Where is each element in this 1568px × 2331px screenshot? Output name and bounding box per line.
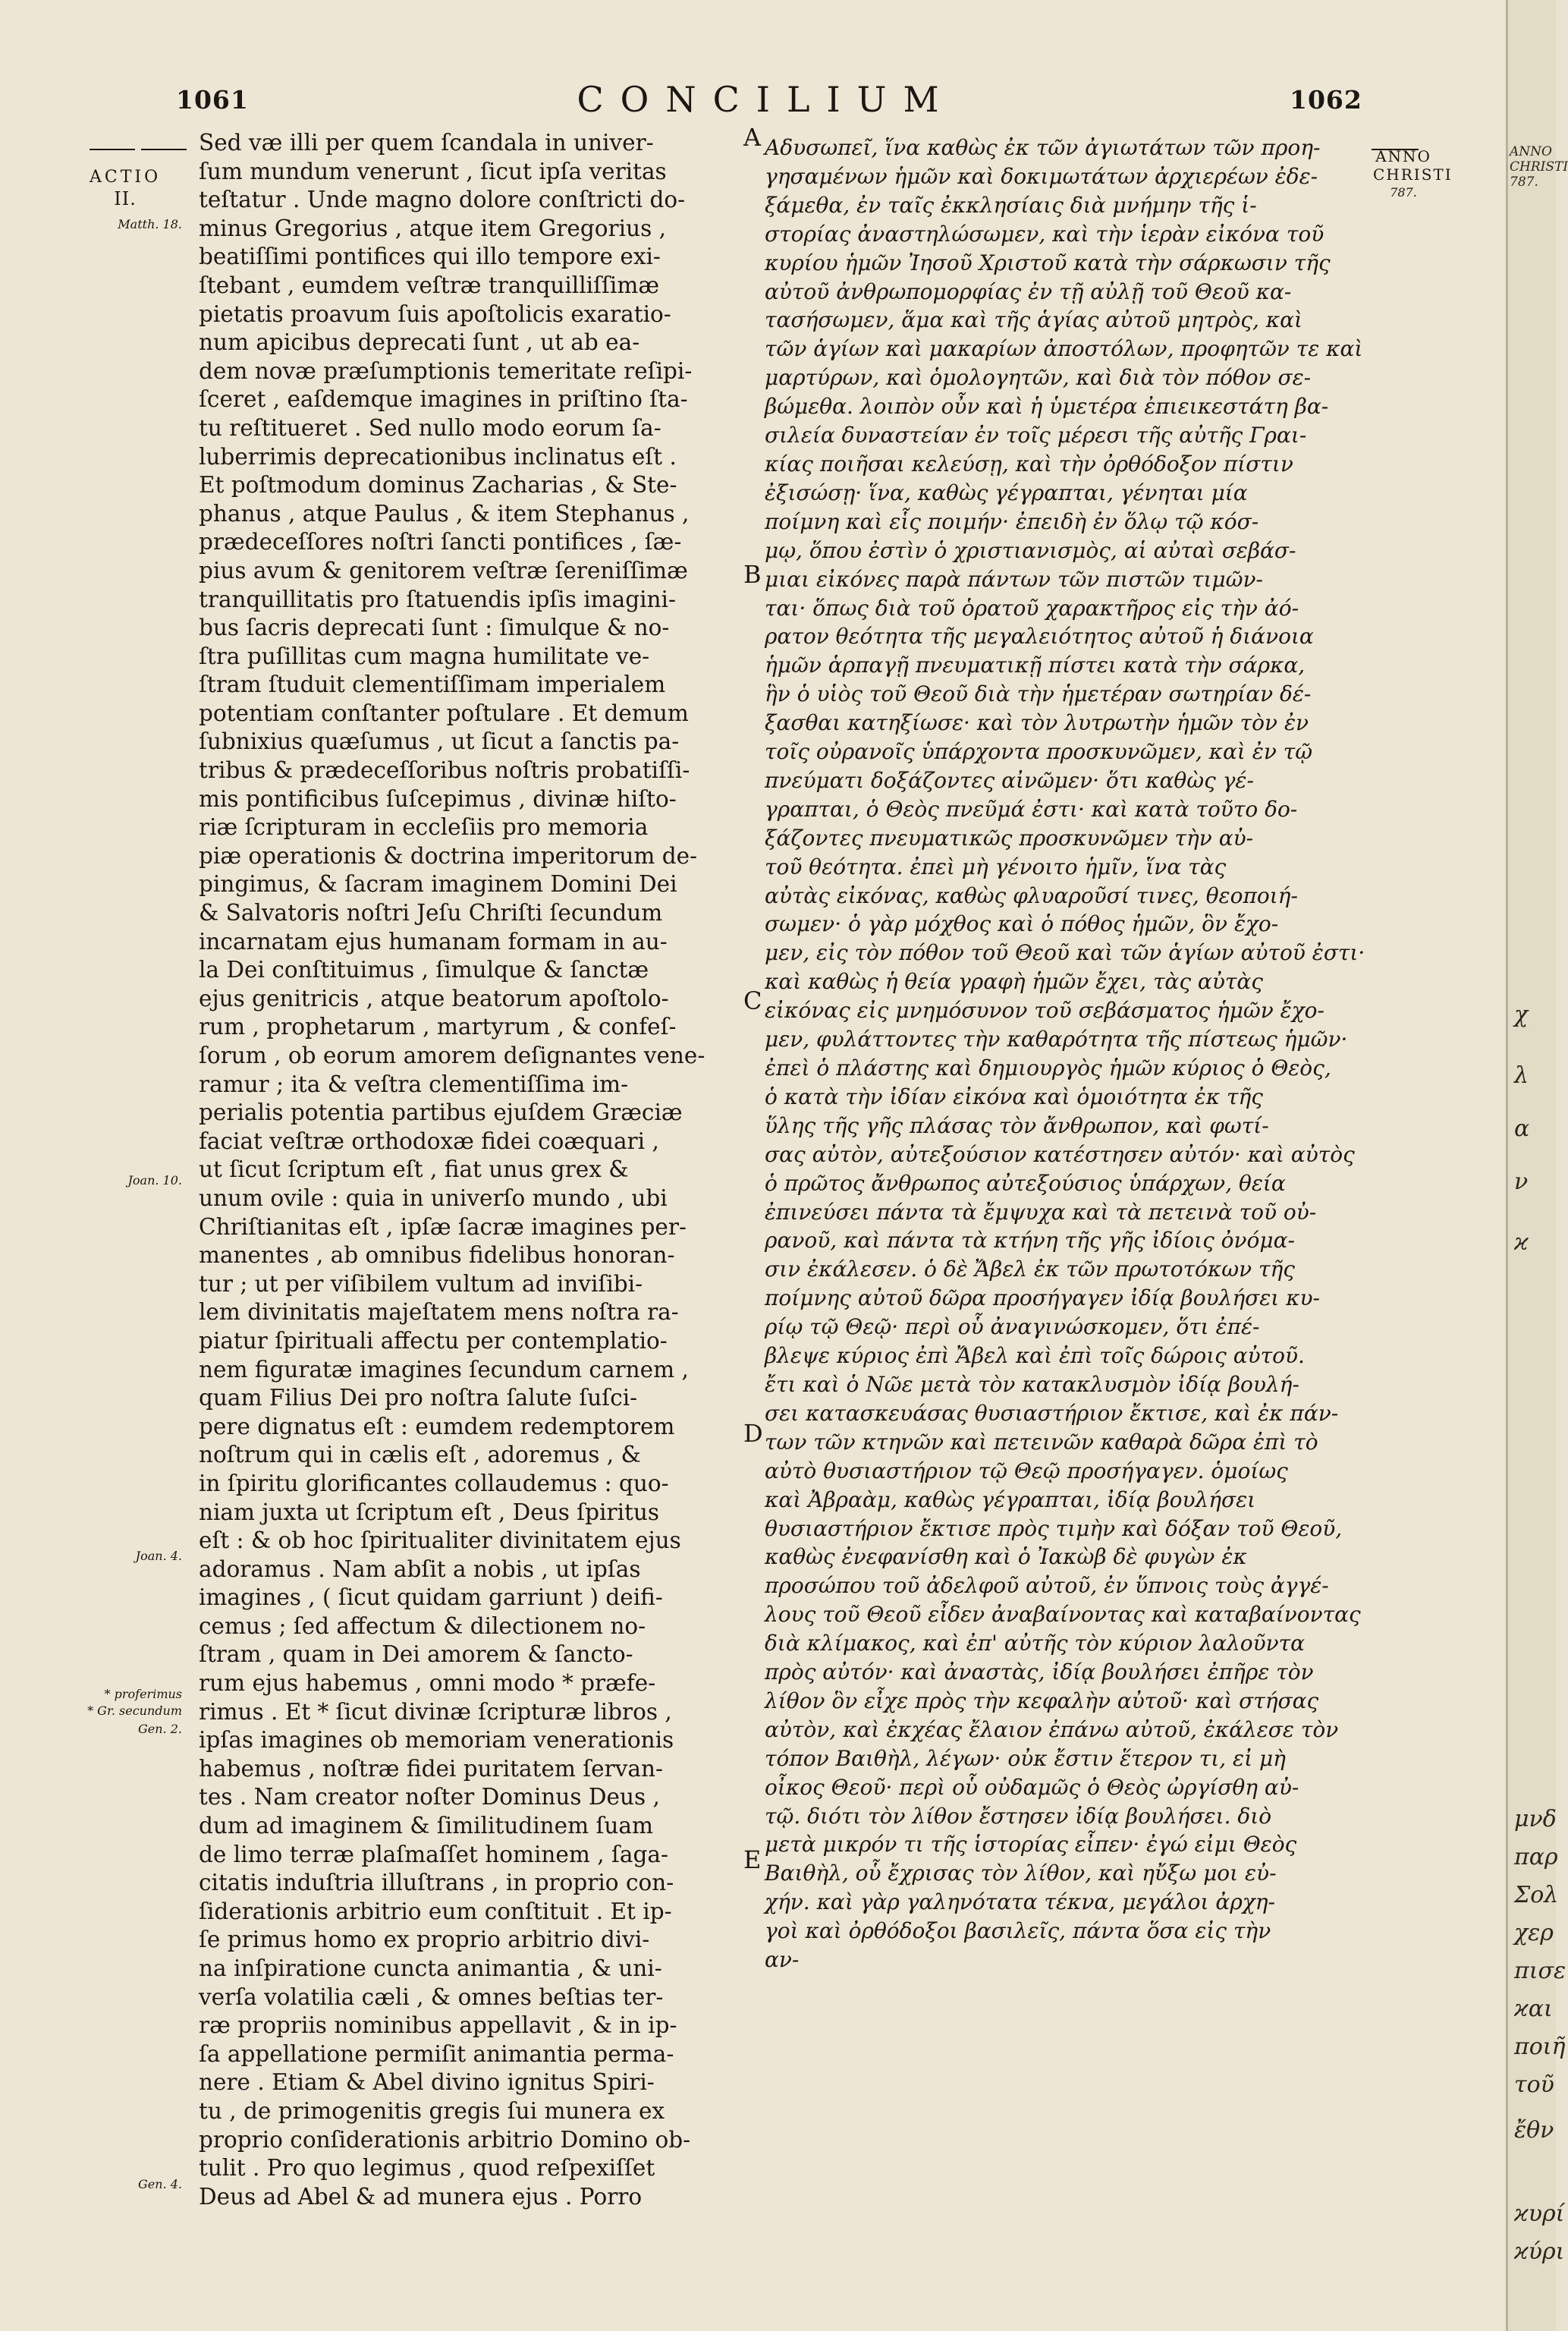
greek-text-line: των τῶν κτηνῶν καὶ πετεινῶν καθαρὰ δῶρα ἐπὶ τὸ <box>765 1429 1318 1455</box>
latin-text-line: manentes , ab omnibus fidelibus honoran- <box>199 1242 675 1269</box>
latin-text-line: ſa appellatione permiſit animantia perma- <box>199 2040 674 2067</box>
latin-text-line: ſum mundum venerunt , ſicut ipſa veritas <box>199 158 667 184</box>
greek-column <box>765 134 1365 1974</box>
greek-text-line: στορίας ἀναστηλώσωμεν, καὶ τὴν ἱερὰν εἰκόνα τοῦ <box>765 221 1324 247</box>
greek-text-line: ἐξισώσῃ· ἵνα, καθὼς γέγραπται, γένηται μία <box>765 480 1248 505</box>
greek-text-line: μεν, εἰς τὸν πόθον τοῦ Θεοῦ καὶ τῶν ἁγίων αὐτοῦ ἐστι· <box>765 940 1365 966</box>
adjacent-page-fragment: ϰυρί <box>1514 2200 1565 2227</box>
latin-text-line: tribus & prædeceſſoribus noſtris probatiſſi- <box>199 757 690 784</box>
adjacent-anno: ANNO CHRISTI 787. <box>1510 144 1568 190</box>
greek-text-line: τόπον Βαιθὴλ, λέγων· οὐκ ἔστιν ἕτερον τι, εἰ μὴ <box>765 1745 1286 1771</box>
greek-text-line: προσώπου τοῦ ἀδελφοῦ αὐτοῦ, ἐν ὕπνοις τοὺς ἀγγέ- <box>765 1573 1329 1599</box>
greek-text-line: σιλεία δυναστείαν ἐν τοῖς μέρεσι τῆς αὐτῆς Γραι- <box>765 423 1307 448</box>
latin-text-line: citatis induſtria illuſtrans , in proprio con- <box>199 1870 674 1896</box>
latin-text-line: ſtebant , eumdem veſtræ tranquilliſſimæ <box>199 272 660 298</box>
greek-text-line: γοὶ καὶ ὀρθόδοξοι βασιλεῖς, πάντα ὅσα εἰς τὴν <box>765 1918 1271 1944</box>
greek-text-line: σας αὐτὸν, αὐτεξούσιον κατέστησεν αὐτόν· καὶ αὐτὸς <box>765 1141 1355 1167</box>
latin-text-line: eſt : & ob hoc ſpiritualiter divinitatem ejus <box>199 1527 681 1554</box>
page-number-left: 1061 <box>176 85 249 115</box>
latin-text-line: & Salvatoris noſtri Jeſu Chriſti ſecundum <box>199 900 663 926</box>
greek-text-line: Αδυσωπεῖ, ἵνα καθὼς ἐκ τῶν ἀγιωτάτων τῶν προη- <box>765 135 1321 160</box>
header-rule <box>141 149 187 150</box>
greek-text-line: καθὼς ἐνεφανίσθη καὶ ὁ Ἰακὼβ δὲ φυγὼν ἐκ <box>765 1544 1247 1570</box>
greek-text-line: γραπται, ὁ Θεὸς πνεῦμά ἐστι· καὶ κατὰ τοῦτο δο- <box>765 796 1298 822</box>
adjacent-page-fragment: ϰύρι <box>1514 2238 1565 2265</box>
greek-text-line: ἐπινεύσει πάντα τὰ ἔμψυχα καὶ τὰ πετεινὰ τοῦ οὐ- <box>765 1199 1317 1225</box>
greek-text-line: σει κατασκευάσας θυσιαστήριον ἔκτισε, καὶ ἐκ πάν- <box>765 1400 1339 1426</box>
latin-text-line: ſtram ſtuduit clementiſſimam imperialem <box>199 672 666 698</box>
greek-text-line: σιν ἐκάλεσεν. ὁ δὲ Ἄβελ ἐκ τῶν πρωτοτόκων τῆς <box>765 1257 1295 1282</box>
latin-text-line: ut ſicut ſcriptum eſt , fiat unus grex & <box>199 1156 629 1183</box>
margin-note: Gen. 4. <box>138 2177 182 2191</box>
greek-text-line: καὶ καθὼς ἡ θεία γραφὴ ἡμῶν ἔχει, τὰς αὐτὰς <box>765 969 1263 995</box>
greek-text-line: ρανοῦ, καὶ πάντα τὰ κτήνη τῆς γῆς ἰδίοις ὀνόμα- <box>765 1228 1295 1254</box>
greek-text-line: οἶκος Θεοῦ· περὶ οὗ οὐδαμῶς ὁ Θεὸς ὠργίσθη αὐ- <box>765 1774 1299 1800</box>
adjacent-page-fragment: ποιῆ <box>1514 2034 1566 2060</box>
greek-text-line: ὕλης τῆς γῆς πλάσας τὸν ἄνθρωπον, καὶ φωτί- <box>765 1112 1269 1138</box>
latin-text-line: dem novæ præſumptionis temeritate reſipi- <box>199 357 693 384</box>
latin-text-line: in ſpiritu glorificantes collaudemus : quo- <box>199 1470 669 1496</box>
adjacent-page-fragment: χερ <box>1514 1920 1554 1946</box>
latin-text-line: nere . Etiam & Abel divino ignitus Spiri- <box>199 2069 655 2096</box>
adjacent-page-fragment: παρ <box>1514 1844 1558 1870</box>
latin-text-line: ramur ; ita & veſtra clementiſſima im- <box>199 1071 629 1097</box>
anno-heading <box>1373 147 1453 202</box>
latin-text-line: prædeceſſores noſtri ſancti pontifices , ſæ- <box>199 529 682 555</box>
latin-text-line: mis pontificibus ſuſcepimus , divinæ hiſto- <box>199 785 677 812</box>
adjacent-page-fragment: τοῦ <box>1514 2071 1554 2098</box>
margin-note: * proferimus <box>104 1687 182 1701</box>
latin-text-line: tur ; ut per viſibilem vultum ad inviſibi- <box>199 1270 643 1297</box>
greek-text-line: ξάζοντες πνευματικῶς προσκυνῶμεν τὴν αὐ- <box>765 825 1254 851</box>
latin-text-line: Et poſtmodum dominus Zacharias , & Ste- <box>199 472 677 499</box>
greek-text-line: Βαιθὴλ, οὗ ἔχρισας τὸν λίθον, καὶ ηὔξω μοι εὐ- <box>765 1861 1277 1886</box>
greek-text-line: τῷ. διότι τὸν λίθον ἔστησεν ἰδίᾳ βουλήσει. διὸ <box>765 1803 1272 1829</box>
greek-text-line: ρίῳ τῷ Θεῷ· περὶ οὗ ἀναγινώσκομεν, ὅτι ἐπέ- <box>765 1314 1260 1340</box>
latin-text-line: imagines , ( ſicut quidam garriunt ) deifi- <box>199 1584 663 1611</box>
section-letter: B <box>743 560 762 589</box>
latin-text-line: tes . Nam creator noſter Dominus Deus , <box>199 1784 660 1810</box>
margin-note: Joan. 4. <box>135 1549 182 1563</box>
latin-text-line: dum ad imaginem & ſimilitudinem ſuam <box>199 1813 653 1839</box>
latin-text-line: niam juxta ut ſcriptum eſt , Deus ſpiritus <box>199 1499 660 1525</box>
greek-text-line: ποίμνη καὶ εἷς ποιμήν· ἐπειδὴ ἐν ὅλῳ τῷ κόσ- <box>765 508 1259 534</box>
greek-text-line: κυρίου ἡμῶν Ἰησοῦ Χριστοῦ κατὰ τὴν σάρκωσιν τῆς <box>765 250 1331 275</box>
latin-text-line: de limo terræ plaſmaſſet hominem , ſaga- <box>199 1841 668 1867</box>
latin-text-line: cemus ; ſed affectum & dilectionem no- <box>199 1612 646 1639</box>
greek-text-line: κίας ποιῆσαι κελεύσῃ, καὶ τὴν ὀρθόδοξον πίστιν <box>765 451 1293 477</box>
latin-text-line: ſubnixius quæſumus , ut ſicut a ſanctis pa- <box>199 728 680 755</box>
header-rule <box>90 149 135 150</box>
adjacent-page-fragment: α <box>1514 1115 1530 1142</box>
section-letter: A <box>743 123 762 152</box>
latin-text-line: quam Filius Dei pro noſtra ſalute ſuſci- <box>199 1385 638 1411</box>
greek-text-line: διὰ κλίμακος, καὶ ἐπ' αὐτῆς τὸν κύριον λαλοῦντα <box>765 1631 1306 1656</box>
latin-text-line: tu , de primogenitis gregis ſui munera ex <box>199 2097 665 2124</box>
latin-text-line: adoramus . Nam abſit a nobis , ut ipſas <box>199 1556 641 1582</box>
section-letter: D <box>743 1419 763 1448</box>
latin-text-line: piatur ſpirituali affectu per contemplatio- <box>199 1327 668 1354</box>
latin-text-line: noſtrum qui in cælis eſt , adoremus , & <box>199 1442 641 1468</box>
latin-text-line: tu reſtitueret . Sed nullo modo eorum ſa- <box>199 414 661 441</box>
latin-text-line: teſtatur . Unde magno dolore conſtricti do- <box>199 187 686 213</box>
adjacent-page-fragment: λ <box>1514 1062 1529 1089</box>
greek-text-line: ρατον θεότητα τῆς μεγαλειότητος αὐτοῦ ἡ διάνοια <box>765 624 1314 650</box>
greek-text-line: εἰκόνας εἰς μνημόσυνον τοῦ σεβάσματος ἡμῶν ἔχο- <box>765 998 1324 1024</box>
actio-heading <box>90 167 161 209</box>
latin-text-line: Deus ad Abel & ad munera ejus . Porro <box>199 2183 643 2210</box>
latin-text-line: piæ operationis & doctrina imperitorum de- <box>199 842 698 869</box>
page-title: CONCILIUM <box>577 79 956 120</box>
latin-text-line: perialis potentia partibus ejuſdem Græciæ <box>199 1099 683 1126</box>
latin-text-line: ſtra puſillitas cum magna humilitate ve- <box>199 643 650 669</box>
latin-text-line: ejus genitricis , atque beatorum apoſtolo- <box>199 985 669 1011</box>
greek-text-line: καὶ Ἀβραὰμ, καθὼς γέγραπται, ἰδίᾳ βουλήσει <box>765 1486 1256 1512</box>
greek-text-line: γησαμένων ἡμῶν καὶ δοκιμωτάτων ἀρχιερέων ἐδε- <box>765 163 1318 189</box>
latin-text-line: tulit . Pro quo legimus , quod reſpexiſſet <box>199 2155 655 2182</box>
greek-text-line: ἣν ὁ υἱὸς τοῦ Θεοῦ διὰ τὴν ἡμετέραν σωτηρίαν δέ- <box>765 681 1312 707</box>
latin-text-line: ſtram , quam in Dei amorem & ſancto- <box>199 1641 633 1668</box>
latin-text-line: num apicibus deprecati ſunt , ut ab ea- <box>199 329 640 356</box>
greek-text-line: ξασθαι κατηξίωσε· καὶ τὸν λυτρωτὴν ἡμῶν τὸν ἐν <box>765 710 1309 736</box>
latin-text-line: unum ovile : quia in univerſo mundo , ubi <box>199 1184 668 1211</box>
latin-text-line: verſa volatilia cæli , & omnes beſtias ter- <box>199 1983 664 2010</box>
greek-text-line: ὁ πρῶτος ἄνθρωπος αὐτεξούσιος ὑπάρχων, θεία <box>765 1170 1286 1196</box>
latin-text-line: potentiam conſtanter poſtulare . Et demum <box>199 700 689 726</box>
latin-text-line: ſe primus homo ex proprio arbitrio divi- <box>199 1927 650 1953</box>
latin-text-line: rum ejus habemus , omni modo * præfe- <box>199 1670 656 1697</box>
adjacent-page-fragment: ν <box>1514 1169 1529 1195</box>
greek-text-line: μῳ, ὅπου ἐστὶν ὁ χριστιανισμὸς, αἱ αὐταὶ σεβάσ- <box>765 537 1296 563</box>
latin-text-line: ſorum , ob eorum amorem deſignantes vene- <box>199 1043 705 1068</box>
latin-text-line: pietatis proavum ſuis apoſtolicis exaratio- <box>199 300 671 327</box>
greek-text-line: τῶν ἁγίων καὶ μακαρίων ἀποστόλων, προφητῶν τε καὶ <box>765 336 1363 362</box>
greek-text-line: τοῖς οὐρανοῖς ὑπάρχοντα προσκυνῶμεν, καὶ ἐν τῷ <box>765 739 1313 765</box>
section-letter: E <box>743 1845 762 1874</box>
adjacent-page-fragment: ϰαι <box>1514 1996 1553 2022</box>
latin-text-line: pingimus, & ſacram imaginem Domini Dei <box>199 871 677 898</box>
greek-text-line: ἔτι καὶ ὁ Νῶε μετὰ τὸν κατακλυσμὸν ἰδίᾳ βουλή- <box>765 1371 1299 1397</box>
greek-text-line: λίθον ὃν εἶχε πρὸς τὴν κεφαλὴν αὐτοῦ· καὶ στήσας <box>765 1688 1319 1713</box>
greek-text-line: μεν, φυλάττοντες τὴν καθαρότητα τῆς πίστεως ἡμῶν· <box>765 1027 1348 1052</box>
latin-text-line: ræ propriis nominibus appellavit , & in ip- <box>199 2012 677 2039</box>
greek-text-line: τασήσωμεν, ἅμα καὶ τῆς ἁγίας αὐτοῦ μητρὸς, καὶ <box>765 307 1303 333</box>
latin-text-line: lem divinitatis majeſtatem mens noſtra ra- <box>199 1299 679 1326</box>
greek-text-line: ξάμεθα, ἐν ταῖς ἐκκλησίαις διὰ μνήμην τῆς ἱ- <box>765 192 1257 218</box>
greek-text-line: θυσιαστήριον ἔκτισε πρὸς τιμὴν καὶ δόξαν τοῦ Θεοῦ, <box>765 1515 1343 1541</box>
latin-text-line: tranquillitatis pro ſtatuendis ipſis imagini- <box>199 586 676 612</box>
latin-text-line: beatiſſimi pontifices qui illo tempore exi- <box>199 244 661 270</box>
latin-text-line: bus ſacris deprecati ſunt : ſimulque & no- <box>199 615 670 641</box>
actio-label: ACTIO <box>90 168 162 187</box>
latin-text-line: habemus , noſtræ fidei puritatem ſervan- <box>199 1755 663 1782</box>
latin-text-line: la Dei conſtituimus , ſimulque & ſanctæ <box>199 957 649 983</box>
greek-text-line: ἐπεὶ ὁ πλάστης καὶ δημιουργὸς ἡμῶν κύριος ὁ Θεὸς, <box>765 1055 1331 1081</box>
latin-text-line: proprio conſiderationis arbitrio Domino ob- <box>199 2126 691 2153</box>
latin-text-line: pius avum & genitorem veſtræ ſereniſſimæ <box>199 557 688 584</box>
latin-text-line: riæ ſcripturam in eccleſiis pro memoria <box>199 814 649 841</box>
page-number-right: 1062 <box>1290 85 1362 115</box>
greek-text-line: τοῦ θεότητα. ἐπεὶ μὴ γένοιτο ἡμῖν, ἵνα τὰς <box>765 854 1227 879</box>
greek-text-line: μετὰ μικρόν τι τῆς ἱστορίας εἶπεν· ἐγώ εἰμι Θεὸς <box>765 1832 1297 1858</box>
greek-text-line: πρὸς αὐτόν· καὶ ἀναστὰς, ἰδίᾳ βουλήσει ἐπῆρε τὸν <box>765 1659 1314 1685</box>
margin-note: Matth. 18. <box>118 217 182 231</box>
greek-text-line: λους τοῦ Θεοῦ εἶδεν ἀναβαίνοντας καὶ καταβαίνοντας <box>765 1602 1361 1628</box>
greek-text-line: αν- <box>765 1947 800 1973</box>
latin-text-line: minus Gregorius , atque item Gregorius , <box>199 215 666 241</box>
greek-text-line: ὁ κατὰ τὴν ἰδίαν εἰκόνα καὶ ὁμοιότητα ἐκ τῆς <box>765 1084 1263 1109</box>
latin-text-line: rimus . Et * ſicut divinæ ſcripturæ libros , <box>199 1698 672 1725</box>
latin-text-line: Sed væ illi per quem ſcandala in univer- <box>199 130 654 156</box>
actio-number: II. <box>114 188 137 209</box>
adjacent-page-fragment: μνδ <box>1514 1806 1557 1832</box>
latin-text-line: luberrimis deprecationibus inclinatus eſt . <box>199 443 677 470</box>
latin-text-line: ipſas imagines ob memoriam venerationis <box>199 1727 674 1754</box>
adjacent-page-fragment: ϰ <box>1514 1229 1529 1256</box>
margin-note: Gen. 2. <box>138 1722 182 1736</box>
greek-text-line: ἡμῶν ἁρπαγῇ πνευματικῇ πίστει κατὰ τὴν σάρκα, <box>765 653 1306 678</box>
greek-text-line: μιαι εἰκόνες παρὰ πάντων τῶν πιστῶν τιμῶν- <box>765 566 1263 592</box>
latin-text-line: rum , prophetarum , martyrum , & confeſ- <box>199 1014 677 1040</box>
greek-text-line: αὐτὰς εἰκόνας, καθὼς φλυαροῦσί τινες, θεοποιή- <box>765 882 1298 908</box>
greek-text-line: μαρτύρων, καὶ ὁμολογητῶν, καὶ διὰ τὸν πόθον σε- <box>765 365 1312 391</box>
adjacent-page-fragment: ἔθν <box>1514 2117 1554 2144</box>
greek-text-line: αὐτοῦ ἀνθρωπομορφίας ἐν τῇ αὐλῇ τοῦ Θεοῦ κα- <box>765 278 1292 304</box>
latin-text-line: Chriſtianitas eſt , ipſæ ſacræ imagines per- <box>199 1213 687 1240</box>
latin-text-line: ſiderationis arbitrio eum conſtituit . Et ip- <box>199 1898 672 1924</box>
anno-label: ANNO CHRISTI <box>1373 147 1453 184</box>
greek-text-line: βλεψε κύριος ἐπὶ Ἄβελ καὶ ἐπὶ τοῖς δώροις αὐτοῦ. <box>765 1343 1305 1369</box>
greek-text-line: χήν. καὶ γὰρ γαληνότατα τέκνα, μεγάλοι ἀρχη- <box>765 1889 1275 1915</box>
latin-column <box>199 129 734 2211</box>
latin-text-line: pere dignatus eſt : eumdem redemptorem <box>199 1413 675 1439</box>
greek-text-line: ται· ὅπως διὰ τοῦ ὁρατοῦ χαρακτῆρος εἰς τὴν ἀό- <box>765 595 1299 621</box>
latin-text-line: phanus , atque Paulus , & item Stephanus , <box>199 500 690 527</box>
section-letter: C <box>743 986 762 1015</box>
margin-note: Joan. 10. <box>127 1173 182 1188</box>
latin-text-line: nem figuratæ imagines ſecundum carnem , <box>199 1356 689 1383</box>
adjacent-page-fragment: Σολ <box>1514 1882 1559 1908</box>
latin-text-line: ſceret , eaſdemque imagines in priſtino ſta- <box>199 386 688 413</box>
greek-text-line: αὐτὸν, καὶ ἐκχέας ἔλαιον ἐπάνω αὐτοῦ, ἐκάλεσε τὸν <box>765 1716 1339 1742</box>
greek-text-line: βώμεθα. λοιπὸν οὖν καὶ ἡ ὑμετέρα ἐπιεικεστάτη βα- <box>765 394 1329 420</box>
adjacent-page-fragment: χ <box>1514 1002 1529 1028</box>
margin-note: * Gr. secundum <box>87 1703 182 1718</box>
latin-text-line: incarnatam ejus humanam formam in au- <box>199 928 668 955</box>
greek-text-line: ποίμνης αὐτοῦ δῶρα προσήγαγεν ἰδίᾳ βουλήσει κυ- <box>765 1285 1320 1311</box>
adjacent-page-fragment: πισε <box>1514 1958 1566 1984</box>
greek-text-line: αὐτὸ θυσιαστήριον τῷ Θεῷ προσήγαγεν. ὁμοίως <box>765 1458 1288 1483</box>
anno-year: 787. <box>1390 185 1417 200</box>
latin-text-line: faciat veſtræ orthodoxæ fidei coæquari , <box>199 1128 659 1154</box>
greek-text-line: σωμεν· ὁ γὰρ μόχθος καὶ ὁ πόθος ἡμῶν, ὃν ἔχο- <box>765 911 1279 937</box>
greek-text-line: πνεύματι δοξάζοντες αἰνῶμεν· ὅτι καθὼς γέ- <box>765 767 1254 793</box>
latin-text-line: na inſpiratione cuncta animantia , & uni- <box>199 1955 662 1981</box>
